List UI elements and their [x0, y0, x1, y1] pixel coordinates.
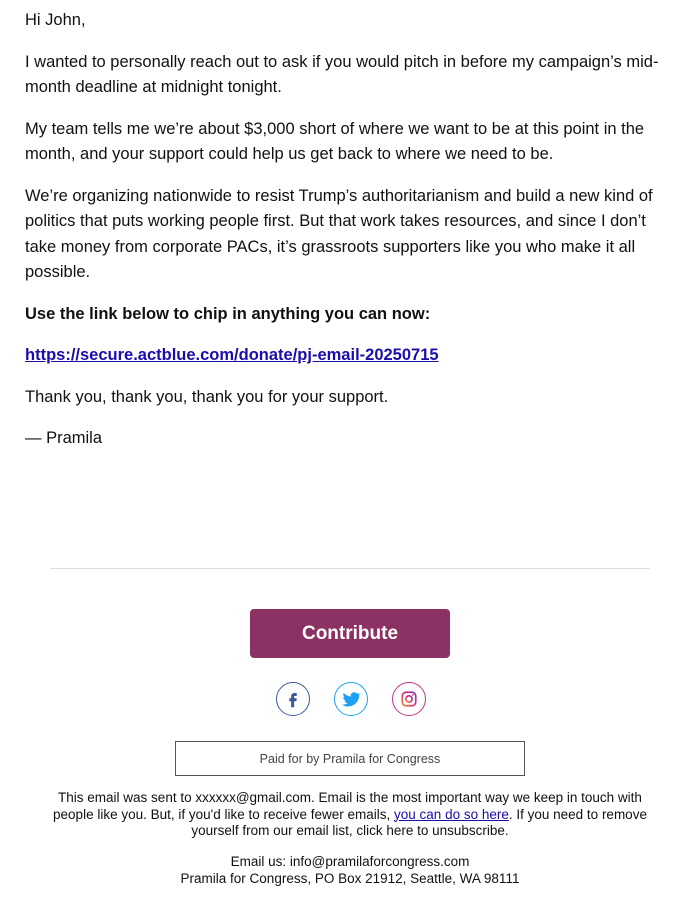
paragraph-3: We’re organizing nationwide to resist Trump’s authoritarianism and build a new kind of politics that puts working people first. But that work takes resources, and since I don’t take money from corporate PACs, it’s grassroots supporters like you who make it all possible. [25, 186, 653, 281]
facebook-icon[interactable] [276, 682, 310, 716]
mailing-address: Pramila for Congress, PO Box 21912, Seattle, WA 98111 [180, 871, 520, 886]
paragraph-2: My team tells me we’re about $3,000 short of where we want to be at this point in the month, and your support could help us get back to where we need to be. [25, 119, 645, 163]
email-body [25, 8, 680, 468]
footer-divider [50, 568, 650, 569]
greeting: Hi John, [25, 11, 86, 29]
signature: — Pramila [25, 429, 103, 447]
call-to-action: Use the link below to chip in anything you can now: [25, 304, 431, 323]
paid-for-disclaimer: Paid for by Pramila for Congress [175, 741, 525, 776]
instagram-icon[interactable] [392, 682, 426, 716]
twitter-icon[interactable] [334, 682, 368, 716]
footer-contact [40, 853, 660, 887]
notice-text-start: This email was sent to xxxxxx@gmail.com. Email is the most important way we keep in touch with people like you. But, if you'd like to receive fewer emails, [53, 790, 642, 822]
footer-notice [40, 790, 660, 840]
social-links [276, 682, 426, 718]
paragraph-1: I wanted to personally reach out to ask if you would pitch in before my campaign’s mid-month deadline at midnight tonight. [25, 52, 659, 96]
thanks-text: Thank you, thank you, thank you for your support. [25, 387, 389, 406]
contact-email: Email us: info@pramilaforcongress.com [230, 854, 470, 869]
contribute-button[interactable]: Contribute [250, 609, 450, 658]
donate-link[interactable]: https://secure.actblue.com/donate/pj-email-20250715 [25, 346, 439, 364]
notice-text-end: . If you need to remove yourself from our email list, click here to unsubscribe. [191, 806, 647, 838]
fewer-emails-link[interactable]: you can do so here [394, 806, 509, 822]
